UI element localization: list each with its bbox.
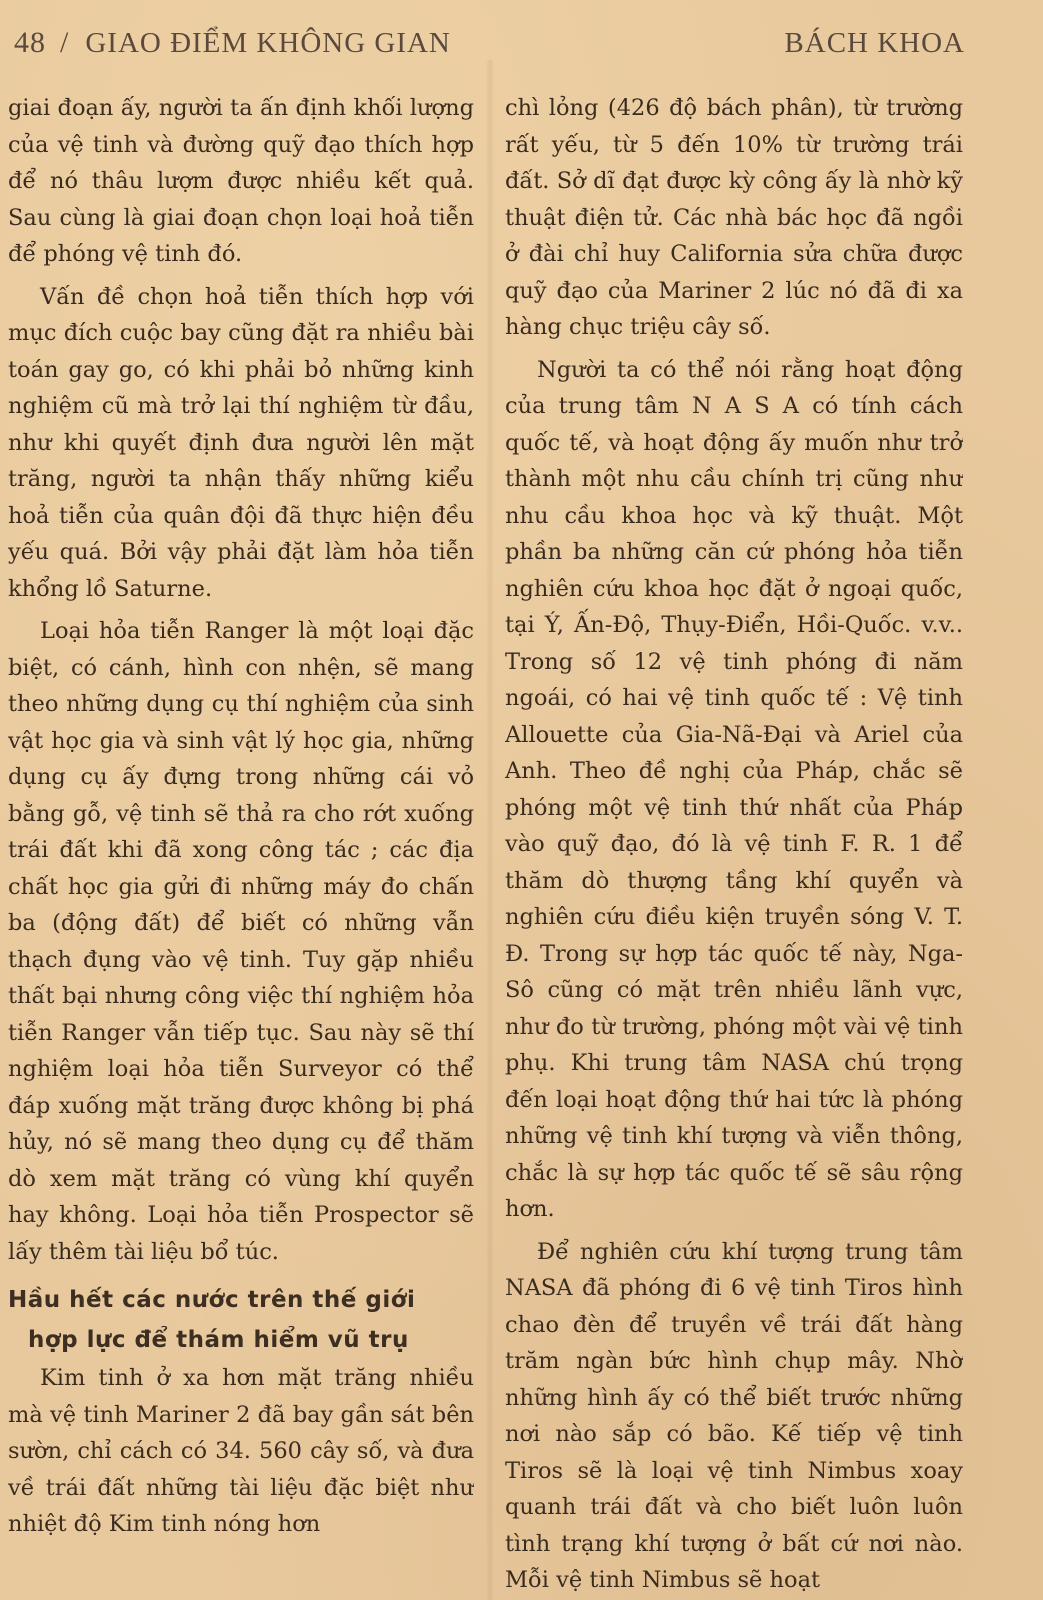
section-heading (8, 1280, 474, 1360)
paragraph: Vấn đề chọn hoả tiễn thích hợp với mục đích cuộc bay cũng đặt ra nhiều bài toán gay go, có khi phải bỏ những kinh nghiệm cũ mà trở lại thí nghiệm từ đầu, như khi quyết định đưa người lên mặt trăng, người ta nhận thấy những kiểu hoả tiễn của quân đội đã thực hiện đều yếu quá. Bởi vậy phải đặt làm hỏa tiễn khổng lồ Saturne. (8, 283, 474, 602)
paragraph: chì lỏng (426 độ bách phân), từ trường rất yếu, từ 5 đến 10% từ trường trái đất. Sở dĩ đạt được kỳ công ấy là nhờ kỹ thuật điện tử. Các nhà bác học đã ngồi ở đài chỉ huy California sửa chữa được quỹ đạo của Mariner 2 lúc nó đã đi xa hàng chục triệu cây số. (505, 95, 963, 340)
section-title: GIAO ĐIỂM KHÔNG GIAN (85, 26, 451, 59)
paragraph: giai đoạn ấy, người ta ấn định khối lượng của vệ tinh và đường quỹ đạo thích hợp để nó thâu lượm được nhiều kết quả. Sau cùng là giai đoạn chọn loại hoả tiễn để phóng vệ tinh đó. (8, 95, 474, 267)
paragraph: Loại hỏa tiễn Ranger là một loại đặc biệt, có cánh, hình con nhện, sẽ mang theo những dụng cụ thí nghiệm của sinh vật học gia và sinh vật lý học gia, những dụng cụ ấy đựng trong những cái vỏ bằng gỗ, vệ tinh sẽ thả ra cho rớt xuống trái đất khi đã xong công tác ; các địa chất học gia gửi đi những máy đo chấn ba (động đất) để biết có những vẫn thạch đụng vào vệ tinh. Tuy gặp nhiều thất bại nhưng công việc thí nghiệm hỏa tiễn Ranger vẫn tiếp tục. Sau này sẽ thí nghiệm loại hỏa tiễn Surveyor có thể đáp xuống mặt trăng được không bị phá hủy, nó sẽ mang theo dụng cụ để thăm dò xem mặt trăng có vùng khí quyển hay không. Loại hỏa tiễn Prospector sẽ lấy thêm tài liệu bổ túc. (8, 618, 474, 1265)
page-number: 48 (14, 26, 46, 59)
left-column (8, 90, 474, 1592)
paragraph: Để nghiên cứu khí tượng trung tâm NASA đã phóng đi 6 vệ tinh Tiros hình chao đèn để truyền về trái đất hàng trăm ngàn bức hình chụp mây. Nhờ những hình ấy có thể biết trước những nơi nào sắp có bão. Kế tiếp vệ tinh Tiros sẽ là loại vệ tinh Nimbus xoay quanh trái đất và cho biết luôn luôn tình trạng khí tượng ở bất cứ nơi nào. Mỗi vệ tinh Nimbus sẽ hoạt (505, 1238, 963, 1592)
section-heading-line-2: hợp lực để thám hiểm vũ trụ (28, 1327, 409, 1353)
right-column (505, 90, 963, 1592)
section-heading-line-1: Hầu hết các nước trên thế giới (8, 1287, 416, 1313)
header-separator: / (60, 26, 70, 59)
paragraph: Kim tinh ở xa hơn mặt trăng nhiều mà vệ tinh Mariner 2 đã bay gần sát bên sườn, chỉ cách có 34. 560 cây số, và đưa về trái đất những tài liệu đặc biệt như nhiệt độ Kim tinh nóng hơn (8, 1365, 474, 1537)
page-gutter (486, 60, 494, 1600)
paragraph: Người ta có thể nói rằng hoạt động của trung tâm N A S A có tính cách quốc tế, và hoạt động ấy muốn như trở thành một nhu cầu chính trị cũng như nhu cầu khoa học và kỹ thuật. Một phần ba những căn cứ phóng hỏa tiễn nghiên cứu khoa học đặt ở ngoại quốc, tại Ý, Ấn-Độ, Thụy-Điển, Hồi-Quốc. v.v.. Trong số 12 vệ tinh phóng đi năm ngoái, có hai vệ tinh quốc tế : Vệ tinh Allouette của Gia-Nã-Đại và Ariel của Anh. Theo đề nghị của Pháp, chắc sẽ phóng một vệ tinh thứ nhất của Pháp vào quỹ đạo, đó là vệ tinh F. R. 1 để thăm dò thượng tầng khí quyển và nghiên cứu điều kiện truyền sóng V. T. Đ. Trong sự hợp tác quốc tế này, Nga-Sô cũng có mặt trên nhiều lãnh vực, như đo từ trường, phóng một vài vệ tinh phụ. Khi trung tâm NASA chú trọng đến loại hoạt động thứ hai tức là phóng những vệ tinh khí tượng và viễn thông, chắc là sự hợp tác quốc tế sẽ sâu rộng hơn. (505, 356, 963, 1222)
magazine-name: BÁCH KHOA (784, 26, 965, 59)
